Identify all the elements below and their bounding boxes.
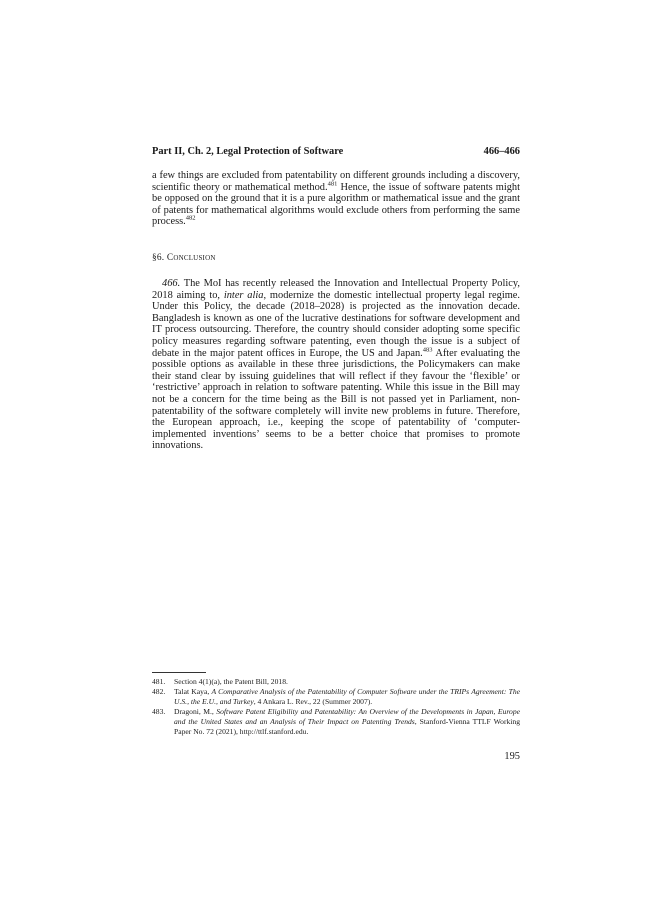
footnote-481: [152, 677, 520, 687]
footnote-author: Dragoni, M.,: [174, 707, 217, 716]
footnote-separator: [152, 672, 206, 673]
footnote-author: Talat Kaya,: [174, 687, 212, 696]
paragraph-italic-phrase: inter alia: [223, 289, 264, 301]
running-header: [152, 145, 520, 158]
paragraph-number: 466.: [162, 278, 181, 289]
continued-text-2: Hence, the issue of software patents might be opposed on the ground that it is a pure algorithm or mathematical issue and the grant of patents for mathematical algorithms would exclude others from performing the same process.: [152, 181, 521, 228]
paragraph-text-b: , modernize the domestic intellectual property legal regime. Under this Policy, the decade (2018–2028) is projected as the innovation decade. Bangladesh is known as one of the lucrative destinations for software development and IT process outsourcing. Therefore, the country should consider adopting some specific policy measures regarding software patenting, even though the issue is a subject of debate in the major patent offices in Europe, the US and Japan.: [152, 289, 521, 359]
footnote-text: [174, 707, 520, 737]
footnote-number: 481.: [152, 677, 166, 686]
footnote-ref-482[interactable]: 482: [185, 214, 196, 222]
footnotes: [152, 677, 520, 737]
paragraph-466: [152, 278, 520, 452]
footnote-number: 483.: [152, 707, 166, 716]
running-header-title: Part II, Ch. 2, Legal Protection of Software: [152, 146, 344, 157]
footnote-text: [174, 687, 520, 707]
footnote-citation: , 4 Ankara L. Rev., 22 (Summer 2007).: [253, 697, 373, 706]
continued-paragraph: [152, 170, 520, 228]
page-number: 195: [504, 751, 520, 762]
section-heading: [152, 253, 216, 263]
footnote-482: [152, 687, 520, 707]
section-number: §6.: [152, 253, 165, 263]
footnote-ref-481[interactable]: 481: [327, 180, 338, 188]
footnote-ref-483[interactable]: 483: [422, 346, 433, 354]
footnote-number: 482.: [152, 687, 166, 696]
running-header-para-range: 466–466: [483, 146, 520, 157]
section-title: Conclusion: [166, 253, 216, 263]
paragraph-text-c: After evaluating the possible options as available in these three jurisdictions, the Policymakers can make their stand clear by issuing guidelines that will reflect if they favour the ‘flexible’ or ‘restrictive’ approach in relation to software patenting. While this issue in the Bill may not be a concern for the time being as the Bill is not passed yet in Parliament, non-patentability of the software completely will invite new problems in future. Therefore, the European approach, i.e., keeping the scope of patentability of ‘computer-implemented inventions’ seems to be a better choice that promises to promote innovations.: [152, 347, 520, 452]
footnote-483: [152, 707, 520, 737]
continued-text-1: a few things are excluded from patentability on different grounds including a discovery, scientific theory or mathematical method.: [152, 170, 520, 193]
footnote-citation: , Stanford-Vienna TTLF Working Paper No. 72 (2021), http://ttlf.stanford.edu.: [174, 717, 520, 736]
footnote-title: A Comparative Analysis of the Patentability of Computer Software under the TRIPs Agreement: The U.S., the E.U., and Turkey: [174, 687, 520, 706]
paragraph-text-a: The MoI has recently released the Innovation and Intellectual Property Policy, 2018 aiming to,: [152, 278, 520, 301]
footnote-text: Section 4(1)(a), the Patent Bill, 2018.: [174, 677, 288, 686]
footnote-title: Software Patent Eligibility and Patentability: An Overview of the Developments in Japan, Europe and the United States and an Analysis of Their Impact on Patenting Trends: [174, 707, 520, 726]
